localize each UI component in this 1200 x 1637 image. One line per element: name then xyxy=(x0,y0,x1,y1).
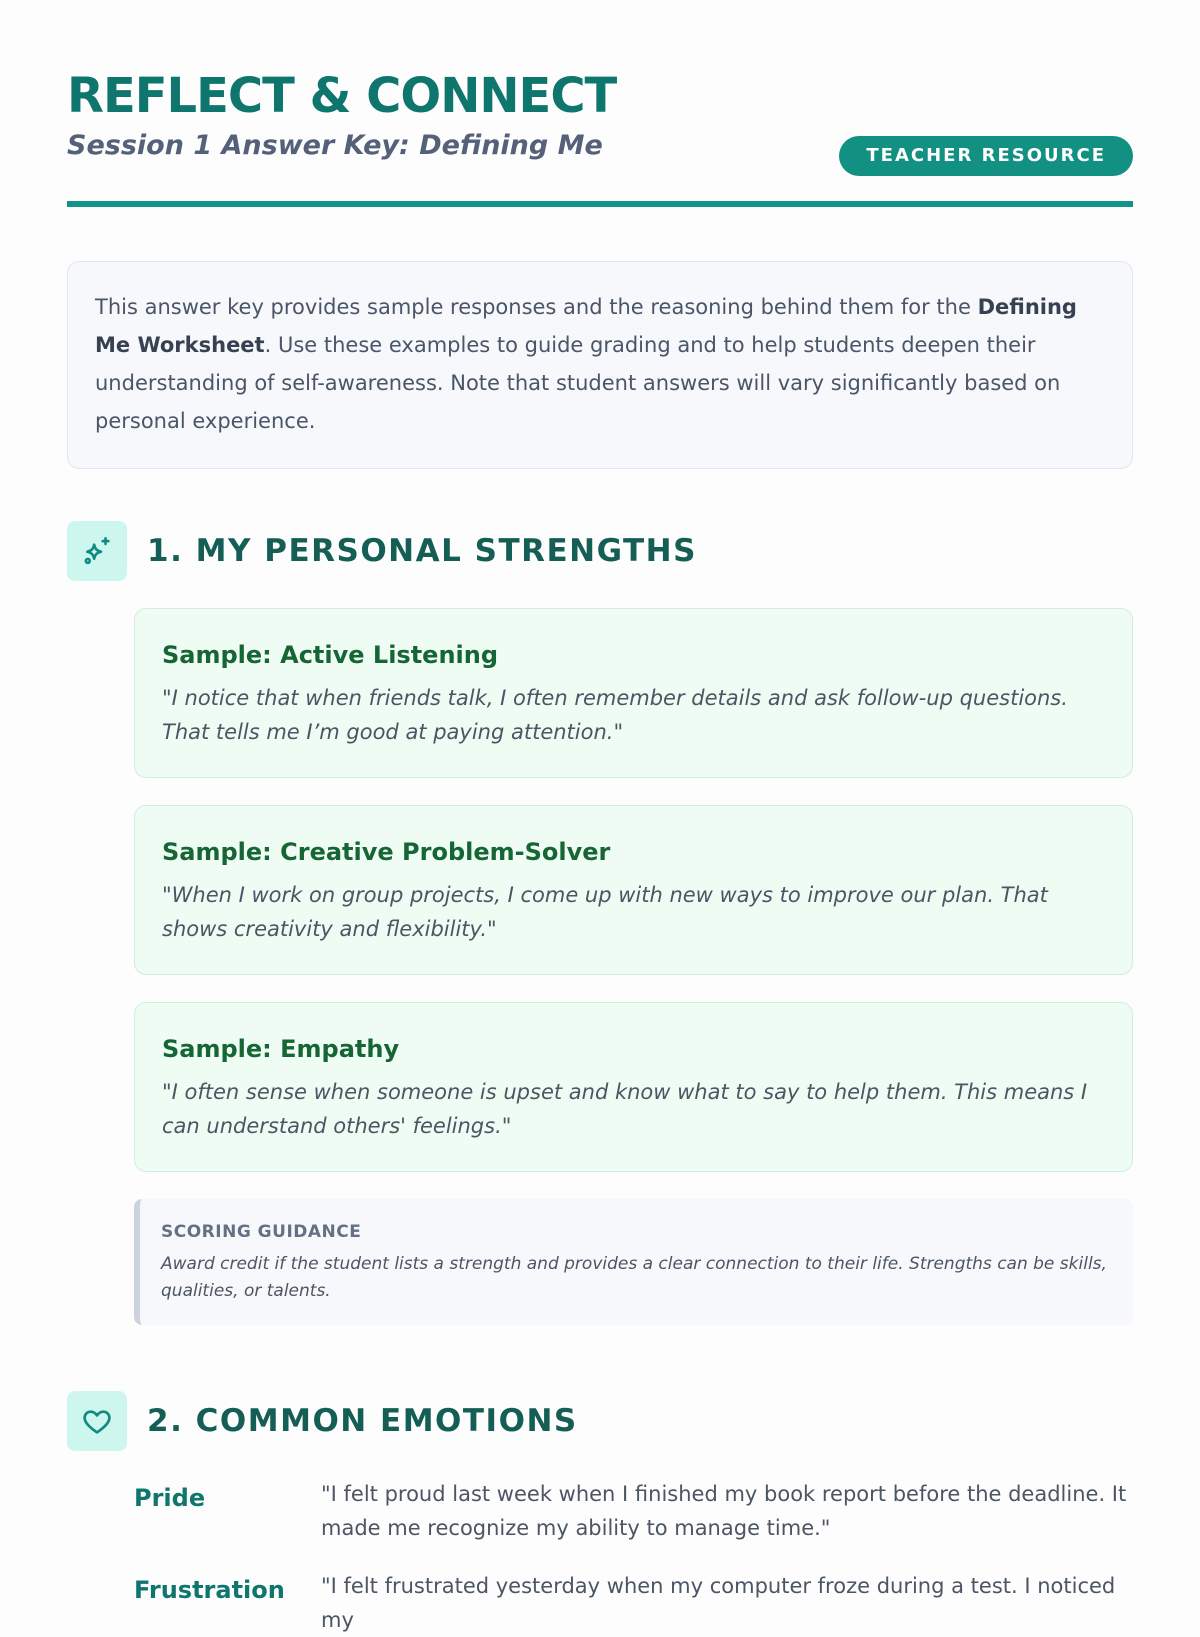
guidance-label: SCORING GUIDANCE xyxy=(161,1222,362,1242)
intro-text-after: . Use these examples to guide grading and to help students deepen their understanding of self-awareness. Note that student answers will vary significantly based on personal experience. xyxy=(95,333,1061,433)
emotion-text: "I felt frustrated yesterday when my computer froze during a test. I noticed my xyxy=(321,1574,1116,1632)
emotion-name: Pride xyxy=(134,1484,206,1512)
teacher-resource-badge: TEACHER RESOURCE xyxy=(839,136,1133,176)
intro-box xyxy=(67,261,1133,469)
emotion-list xyxy=(134,1477,1133,1637)
sample-list xyxy=(134,608,1133,1172)
sample-card xyxy=(134,608,1133,778)
emotion-row xyxy=(134,1569,1133,1637)
heart-icon xyxy=(67,1391,127,1451)
page-title: REFLECT & CONNECT xyxy=(67,68,617,124)
sample-quote: "I notice that when friends talk, I often remember details and ask follow-up questions. That tells me I’m good at paying attention." xyxy=(162,686,1068,744)
sample-card xyxy=(134,1002,1133,1172)
emotion-name: Frustration xyxy=(134,1576,285,1604)
sample-title: Sample: Empathy xyxy=(162,1035,400,1063)
sample-quote: "I often sense when someone is upset and know what to say to help them. This means I can understand others' feelings." xyxy=(162,1080,1088,1138)
intro-bold: Defining Me Worksheet xyxy=(95,295,1077,357)
page-header xyxy=(67,0,1133,207)
section-title: 2. COMMON EMOTIONS xyxy=(147,1403,578,1439)
section-strengths-heading xyxy=(67,521,1133,581)
guidance-text: Award credit if the student lists a strength and provides a clear connection to their life. Strengths can be skills, qualities, or talents. xyxy=(161,1254,1107,1301)
sample-title: Sample: Creative Problem-Solver xyxy=(162,838,611,866)
section-title: 1. MY PERSONAL STRENGTHS xyxy=(147,533,697,569)
emotion-text: "I felt proud last week when I finished my book report before the deadline. It made me recognize my ability to manage time." xyxy=(321,1482,1127,1540)
scoring-guidance xyxy=(134,1199,1133,1325)
sample-card xyxy=(134,805,1133,975)
page-subtitle: Session 1 Answer Key: Defining Me xyxy=(67,130,603,161)
sparkles-icon xyxy=(67,521,127,581)
emotion-row xyxy=(134,1477,1133,1545)
sample-title: Sample: Active Listening xyxy=(162,641,499,669)
section-emotions-heading xyxy=(67,1391,1133,1451)
intro-text-before: This answer key provides sample responses and the reasoning behind them for the xyxy=(95,295,978,319)
sample-quote: "When I work on group projects, I come up with new ways to improve our plan. That shows creativity and flexibility." xyxy=(162,883,1048,941)
